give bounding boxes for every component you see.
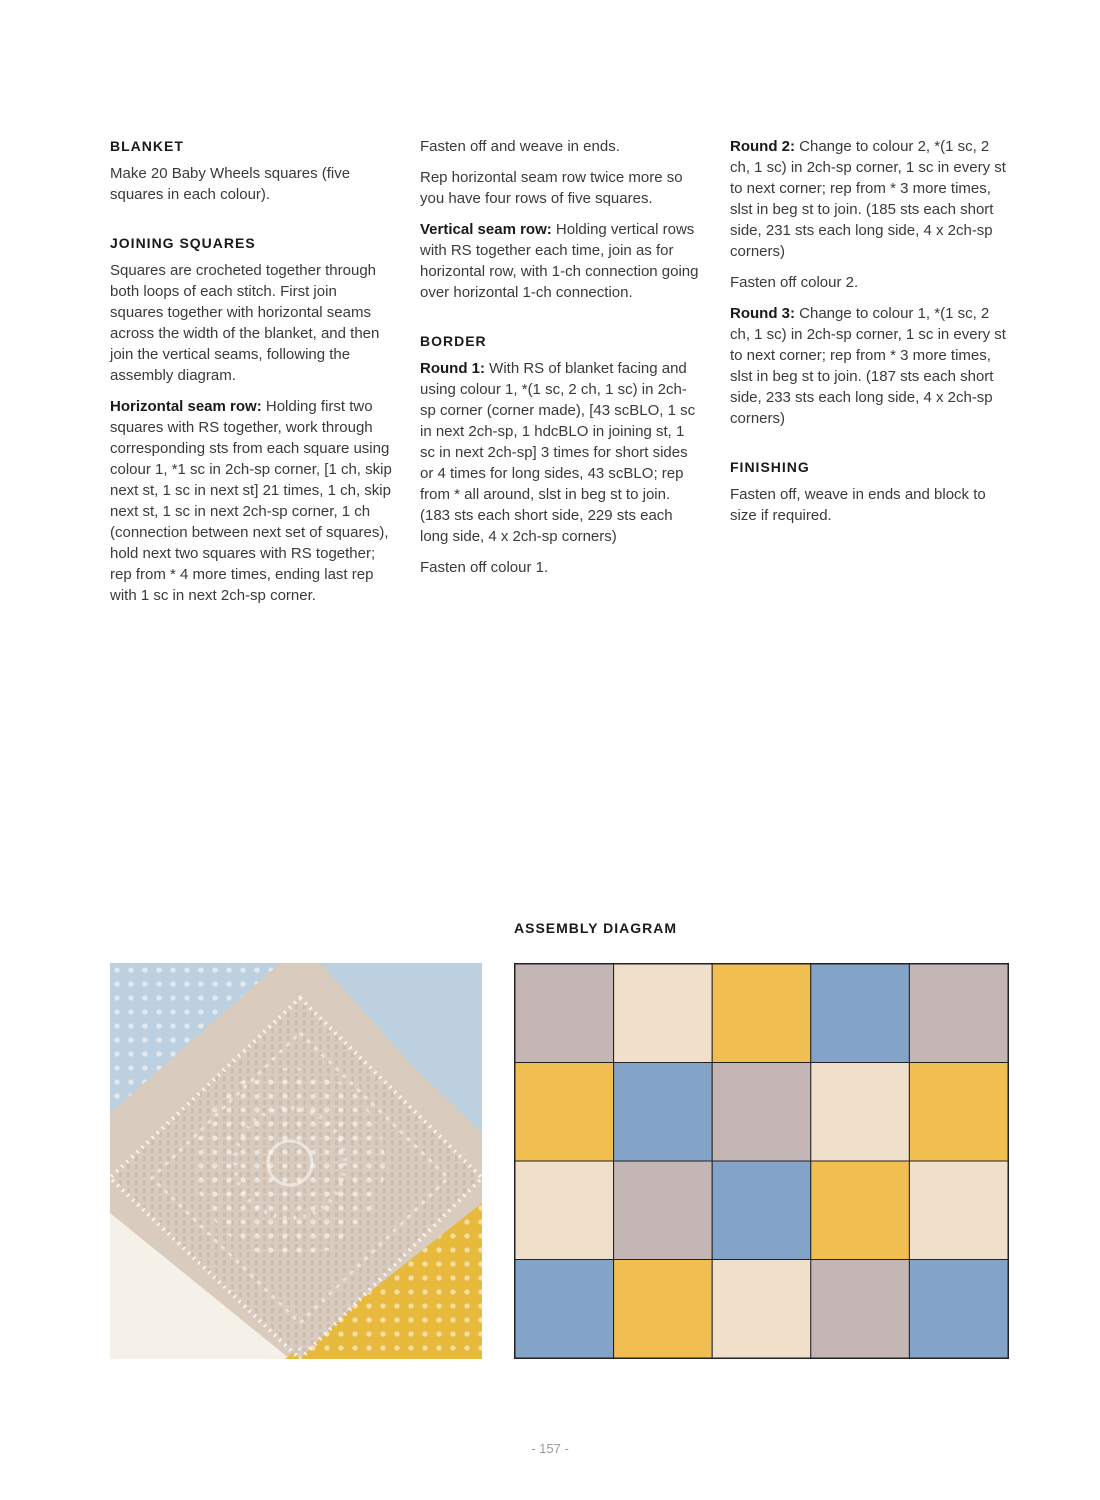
assembly-square-blue	[811, 964, 910, 1063]
round-2-label: Round 2:	[730, 138, 795, 155]
horizontal-seam-paragraph	[110, 396, 392, 606]
column-2	[420, 136, 702, 588]
assembly-square-blue	[909, 1260, 1008, 1359]
finishing-heading: FINISHING	[730, 459, 810, 475]
assembly-square-mauve	[515, 964, 614, 1063]
fasten-off-text: Fasten off and weave in ends.	[420, 138, 620, 155]
assembly-square-mauve	[712, 1063, 811, 1162]
vertical-seam-paragraph	[420, 219, 702, 303]
finishing-text: Fasten off, weave in ends and block to size if required.	[730, 486, 986, 524]
round-1-text: With RS of blanket facing and using colour 1, *(1 sc, 2 ch, 1 sc) in 2ch-sp corner (corner made), [43 scBLO, 1 sc in next 2ch-sp, 1 hdcBLO in joining st, 1 sc in next 2ch-sp] 3 times for short sides or 4 times for long sides, 43 scBLO; rep from * all around, slst in beg st to join. (183 sts each short side, 229 sts each long side, 4 x 2ch-sp corners)	[420, 360, 696, 545]
assembly-square-yellow	[909, 1063, 1008, 1162]
page-number: - 157 -	[531, 1441, 569, 1456]
assembly-square-blue	[614, 1063, 713, 1162]
column-1	[110, 136, 392, 616]
assembly-square-yellow	[515, 1063, 614, 1162]
horizontal-seam-text: Holding first two squares with RS together, work through corresponding sts from each square using colour 1, *1 sc in 2ch-sp corner, [1 ch, skip next st, 1 sc in next st] 21 times, 1 ch, skip next st, 1 sc in next 2ch-sp corner, 1 ch (connection between next set of squares), hold next two squares with RS together; rep from * 4 more times, ending last rep with 1 sc in next 2ch-sp corner.	[110, 398, 392, 604]
round-1-paragraph	[420, 358, 702, 547]
assembly-diagram-title: ASSEMBLY DIAGRAM	[514, 920, 678, 936]
assembly-square-yellow	[811, 1161, 910, 1260]
joining-text: Squares are crocheted together through both loops of each stitch. First join squares together with horizontal seams across the width of the blanket, and then join the vertical seams, following the assembly diagram.	[110, 262, 380, 384]
blanket-text: Make 20 Baby Wheels squares (five squares in each colour).	[110, 165, 351, 203]
vertical-seam-text: Holding vertical rows with RS together each time, join as for horizontal row, with 1-ch connection going over horizontal 1-ch connection.	[420, 221, 699, 301]
assembly-square-cream	[909, 1161, 1008, 1260]
assembly-diagram	[514, 963, 1009, 1359]
round-2-paragraph	[730, 136, 1012, 262]
column-3	[730, 136, 1012, 536]
assembly-square-cream	[515, 1161, 614, 1260]
joining-heading: JOINING SQUARES	[110, 235, 256, 251]
assembly-square-mauve	[909, 964, 1008, 1063]
assembly-grid	[515, 964, 1008, 1358]
crochet-photo-illustration	[110, 963, 482, 1359]
assembly-square-yellow	[614, 1260, 713, 1359]
assembly-square-mauve	[811, 1260, 910, 1359]
assembly-square-cream	[614, 964, 713, 1063]
assembly-square-cream	[712, 1260, 811, 1359]
assembly-square-blue	[515, 1260, 614, 1359]
assembly-square-blue	[712, 1161, 811, 1260]
round-3-text: Change to colour 1, *(1 sc, 2 ch, 1 sc) in 2ch-sp corner, 1 sc in every st to next corner; rep from * 3 more times, slst in beg st to join. (187 sts each short side, 233 sts each long side, 4 x 2ch-sp corners)	[730, 305, 1006, 427]
crochet-photo	[110, 963, 482, 1359]
repeat-text: Rep horizontal seam row twice more so you have four rows of five squares.	[420, 169, 683, 207]
round-2-text: Change to colour 2, *(1 sc, 2 ch, 1 sc) in 2ch-sp corner, 1 sc in every st to next corner; rep from * 3 more times, slst in beg st to join. (185 sts each short side, 231 sts each long side, 4 x 2ch-sp corners)	[730, 138, 1006, 260]
border-heading: BORDER	[420, 333, 487, 349]
blanket-heading: BLANKET	[110, 138, 184, 154]
assembly-square-yellow	[712, 964, 811, 1063]
vertical-seam-label: Vertical seam row:	[420, 221, 552, 238]
round-3-paragraph	[730, 303, 1012, 429]
round-3-label: Round 3:	[730, 305, 795, 322]
round-1-fasten: Fasten off colour 1.	[420, 559, 549, 576]
round-1-label: Round 1:	[420, 360, 485, 377]
assembly-square-mauve	[614, 1161, 713, 1260]
assembly-square-cream	[811, 1063, 910, 1162]
round-2-fasten: Fasten off colour 2.	[730, 274, 859, 291]
horizontal-seam-label: Horizontal seam row:	[110, 398, 262, 415]
